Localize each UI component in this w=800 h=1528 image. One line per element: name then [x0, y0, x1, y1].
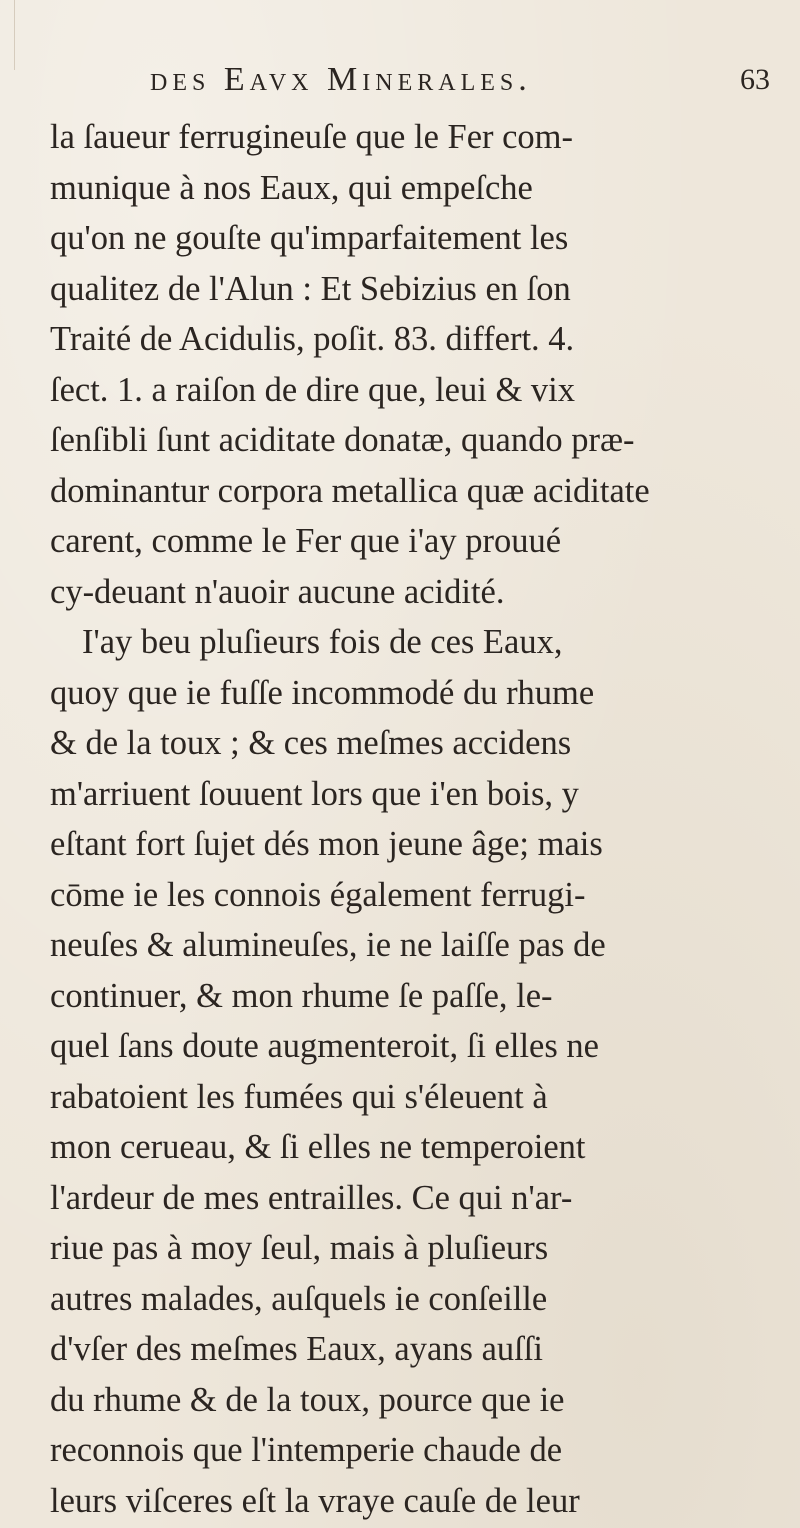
text-line: ſenſibli ſunt aciditate donatæ, quando præ-: [50, 421, 635, 459]
text-line: neuſes & alumineuſes, ie ne laiſſe pas de: [50, 926, 606, 964]
text-line: quel ſans doute augmenteroit, ſi elles ne: [50, 1027, 599, 1065]
text-line: carent, comme le Fer que i'ay prouué: [50, 522, 562, 560]
text-line: cy-deuant n'auoir aucune acidité.: [50, 572, 505, 611]
text-line: la ſaueur ferrugineuſe que le Fer com-: [50, 118, 574, 156]
text-line: munique à nos Eaux, qui empeſche: [50, 168, 533, 207]
running-head: [150, 58, 770, 102]
page-number: 63: [740, 63, 770, 96]
text-line: d'vſer des meſmes Eaux, ayans auſſi: [50, 1330, 543, 1368]
text-line: qualitez de l'Alun : Et Sebizius en ſon: [50, 269, 571, 308]
text-line: du rhume & de la toux, pource que ie: [50, 1380, 565, 1419]
text-line: rabatoient les fumées qui s'éleuent à: [50, 1077, 548, 1116]
page-edge-mark: [0, 0, 15, 70]
text-line: continuer, & mon rhume ſe paſſe, le-: [50, 976, 553, 1015]
text-line: Traité de Acidulis, poſit. 83. differt. 4.: [50, 320, 575, 358]
text-line: m'arriuent ſouuent lors que i'en bois, y: [50, 774, 579, 813]
text-line: l'ardeur de mes entrailles. Ce qui n'ar-: [50, 1178, 573, 1217]
text-line: reconnois que l'intemperie chaude de: [50, 1431, 563, 1469]
body-text: [50, 112, 770, 1526]
text-line: cōme ie les connois également ferrugi-: [50, 875, 586, 914]
text-line: eſtant fort ſujet dés mon jeune âge; mais: [50, 825, 603, 863]
running-head-title: des Eavx Minerales.: [150, 61, 532, 98]
text-line: autres malades, auſquels ie conſeille: [50, 1279, 548, 1318]
text-line: dominantur corpora metallica quæ aciditate: [50, 471, 650, 510]
text-line: quoy que ie fuſſe incommodé du rhume: [50, 673, 595, 712]
text-line: I'ay beu pluſieurs fois de ces Eaux,: [82, 623, 563, 661]
text-line: ſect. 1. a raiſon de dire que, leui & vix: [50, 370, 575, 409]
text-line: & de la toux ; & ces meſmes accidens: [50, 724, 572, 762]
text-line: leurs viſceres eſt la vraye cauſe de leur: [50, 1481, 580, 1520]
text-line: qu'on ne gouſte qu'imparfaitement les: [50, 219, 569, 257]
text-line: mon cerueau, & ſi elles ne temperoient: [50, 1128, 586, 1166]
text-line: riue pas à moy ſeul, mais à pluſieurs: [50, 1229, 549, 1267]
